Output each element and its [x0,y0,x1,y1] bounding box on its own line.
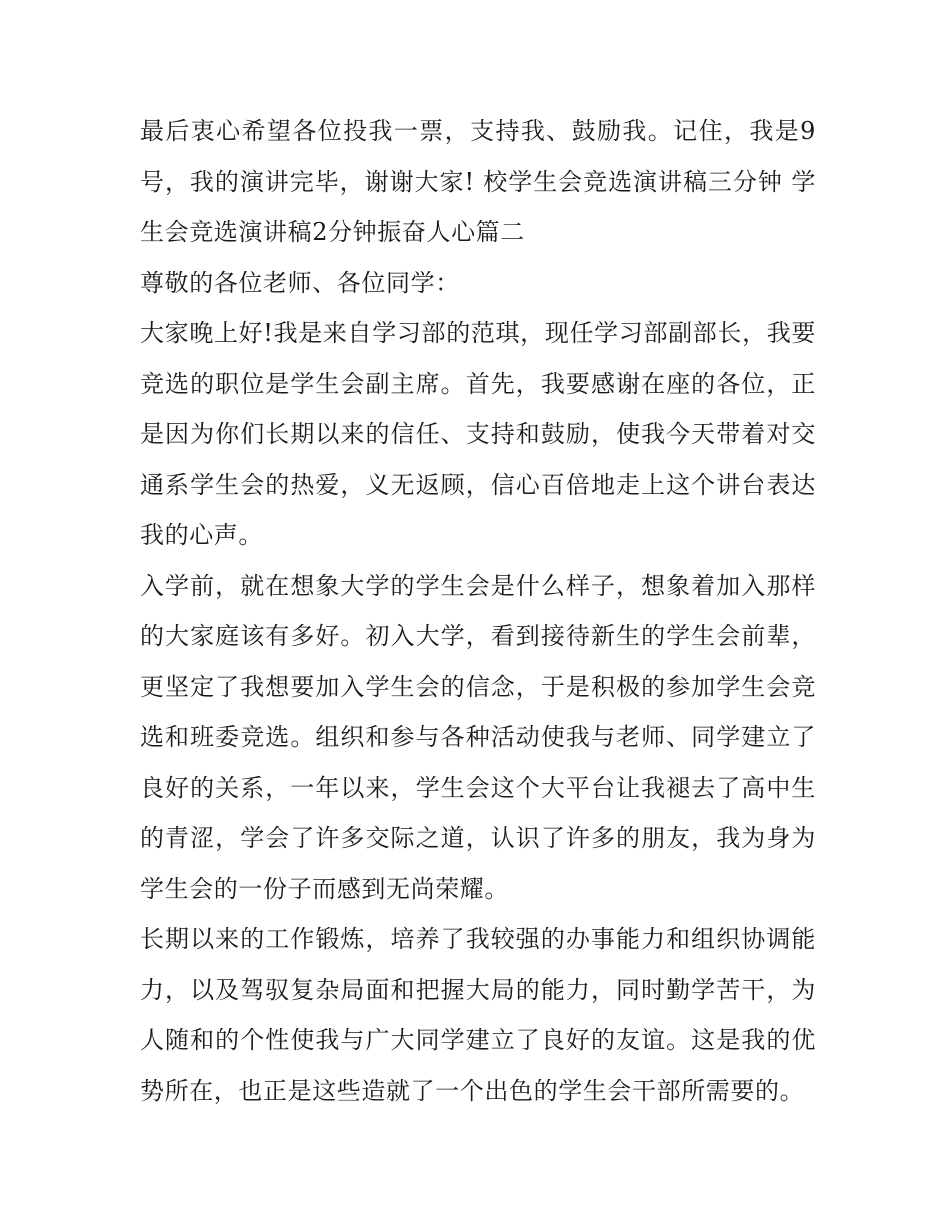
document-body [140,106,816,1116]
paragraph-experience: 入学前，就在想象大学的学生会是什么样子，想象着加入那样的大家庭该有多好。初入大学，看到接待新生的学生会前辈，更坚定了我想要加入学生会的信念，于是积极的参加学生会竞选和班委竞选。组织和参与各种活动使我与老师、同学建立了良好的关系，一年以来，学生会这个大平台让我褪去了高中生的青涩，学会了许多交际之道，认识了许多的朋友，我为身为学生会的一份子而感到无尚荣耀。 [140,571,816,903]
paragraph-introduction: 大家晚上好!我是来自学习部的范琪，现任学习部副部长，我要竞选的职位是学生会副主席。首先，我要感谢在座的各位，正是因为你们长期以来的信任、支持和鼓励，使我今天带着对交通系学生会的热爱，义无返顾，信心百倍地走上这个讲台表达我的心声。 [140,319,816,549]
paragraph-salutation: 尊敬的各位老师、各位同学： [140,268,460,297]
paragraph-strengths: 长期以来的工作锻炼，培养了我较强的办事能力和组织协调能力，以及驾驭复杂局面和把握大局的能力，同时勤学苦干，为人随和的个性使我与广大同学建立了良好的友谊。这是我的优势所在，也正是这些造就了一个出色的学生会干部所需要的。 [140,925,816,1105]
paragraph-closing: 最后衷心希望各位投我一票，支持我、鼓励我。记住，我是9号，我的演讲完毕，谢谢大家! 校学生会竞选演讲稿三分钟 学生会竞选演讲稿2分钟振奋人心篇二 [140,117,816,246]
